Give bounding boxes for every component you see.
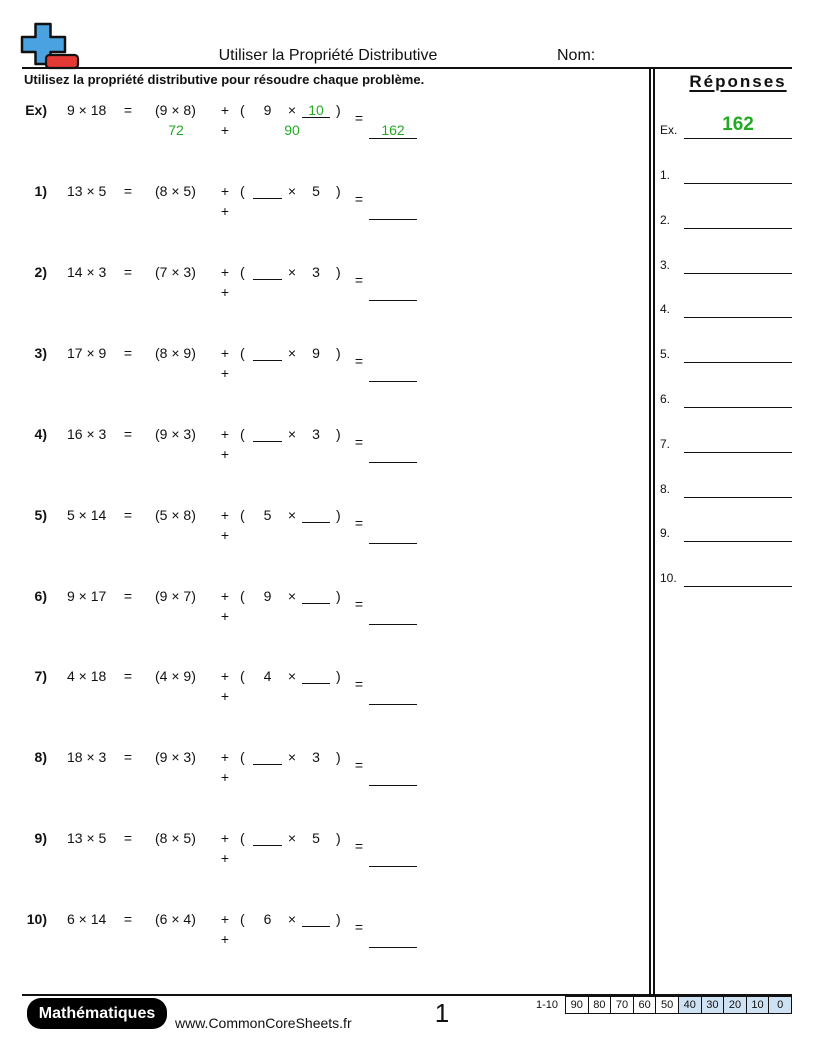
answer-line[interactable]	[684, 317, 792, 318]
open-parenthesis: (	[240, 426, 245, 442]
open-parenthesis: (	[240, 911, 245, 927]
score-box: 30	[702, 997, 725, 1013]
answers-column	[655, 69, 792, 994]
answer-row	[655, 436, 792, 456]
second-group-left-factor: 9	[263, 588, 272, 604]
answer-number: 10.	[660, 571, 677, 585]
score-strip	[565, 996, 792, 1014]
second-group-right-factor: 3	[312, 749, 320, 765]
times-sign: ×	[287, 426, 297, 442]
second-group-right-factor-blank[interactable]	[302, 588, 330, 604]
problem-label: 2)	[34, 264, 47, 280]
example-problem-row	[0, 102, 640, 146]
answer-line[interactable]	[684, 183, 792, 184]
times-sign: ×	[287, 264, 297, 280]
answer-row	[655, 257, 792, 277]
second-group-right-factor: 3	[312, 264, 320, 280]
open-parenthesis: (	[240, 668, 245, 684]
problem-expression: 14 × 3	[67, 264, 107, 280]
column-divider-left	[649, 69, 651, 994]
equals-sign: =	[123, 830, 133, 846]
second-group-right-factor: 5	[312, 183, 320, 199]
example-expression: 9 × 18	[67, 102, 107, 118]
score-box: 50	[656, 997, 679, 1013]
open-parenthesis: (	[240, 183, 245, 199]
result-equals-sign: =	[354, 191, 364, 207]
second-group-right-factor-blank[interactable]	[302, 668, 330, 684]
problems-column	[0, 69, 648, 994]
answer-row	[655, 212, 792, 232]
result-equals-sign: =	[354, 596, 364, 612]
plus-sign: +	[220, 830, 230, 846]
problem-expression: 18 × 3	[67, 749, 107, 765]
score-box: 0	[769, 997, 791, 1013]
first-group: (8 × 9)	[155, 345, 196, 361]
answer-line	[369, 138, 417, 139]
plus-sign: +	[220, 588, 230, 604]
answer-example-line	[684, 138, 792, 139]
problem-row	[0, 507, 640, 551]
problem-label: 1)	[34, 183, 47, 199]
times-sign: ×	[287, 345, 297, 361]
second-group-right-factor: 9	[312, 345, 320, 361]
equals-sign: =	[123, 426, 133, 442]
result-equals-sign: =	[354, 434, 364, 450]
problem-label: 6)	[34, 588, 47, 604]
problem-row	[0, 588, 640, 632]
problem-expression: 9 × 17	[67, 588, 107, 604]
problem-expression: 16 × 3	[67, 426, 107, 442]
answer-number: 5.	[660, 347, 671, 361]
equals-sign: =	[123, 749, 133, 765]
answer-number: 7.	[660, 437, 671, 451]
answer-line[interactable]	[684, 407, 792, 408]
score-box: 80	[589, 997, 612, 1013]
answer-line[interactable]	[684, 228, 792, 229]
answer-row	[655, 301, 792, 321]
answer-row	[655, 391, 792, 411]
score-box: 90	[566, 997, 589, 1013]
answer-example-row	[655, 114, 792, 142]
answer-row	[655, 481, 792, 501]
times-sign: ×	[287, 749, 297, 765]
products-plus-sign: +	[220, 769, 230, 785]
products-plus-sign: +	[220, 527, 230, 543]
answer-blank[interactable]	[369, 704, 417, 705]
first-group: (8 × 5)	[155, 183, 196, 199]
subject-badge: Mathématiques	[27, 998, 167, 1029]
answer-row	[655, 346, 792, 366]
first-product: 72	[168, 122, 184, 138]
problem-expression: 13 × 5	[67, 830, 107, 846]
answer-blank[interactable]	[369, 300, 417, 301]
worksheet-title: Utiliser la Propriété Distributive	[218, 47, 438, 64]
plus-sign: +	[220, 507, 230, 523]
second-group-right-factor-blank[interactable]	[302, 507, 330, 523]
open-parenthesis: (	[240, 345, 245, 361]
second-group-left-factor-blank[interactable]	[253, 264, 282, 280]
result-equals-sign: =	[354, 919, 364, 935]
first-group: (9 × 3)	[155, 749, 196, 765]
products-plus-sign: +	[220, 284, 230, 300]
answer-blank[interactable]	[369, 866, 417, 867]
second-group-left-factor: 4	[263, 668, 272, 684]
second-group-left-factor: 6	[263, 911, 272, 927]
problem-row	[0, 830, 640, 874]
close-parenthesis: )	[336, 749, 341, 765]
products-plus-sign: +	[220, 931, 230, 947]
first-group: (9 × 3)	[155, 426, 196, 442]
problem-row	[0, 911, 640, 955]
answer-blank[interactable]	[369, 624, 417, 625]
plus-sign: +	[220, 668, 230, 684]
header	[0, 0, 816, 69]
instructions: Utilisez la propriété distributive pour résoudre chaque problème.	[24, 72, 425, 87]
open-parenthesis: (	[240, 749, 245, 765]
second-group-right-factor-blank[interactable]	[302, 911, 330, 927]
answer-example-value: 162	[722, 114, 754, 135]
first-group: (4 × 9)	[155, 668, 196, 684]
close-parenthesis: )	[336, 183, 341, 199]
first-group: (5 × 8)	[155, 507, 196, 523]
times-sign: ×	[287, 588, 297, 604]
problem-row	[0, 668, 640, 712]
times-sign: ×	[287, 911, 297, 927]
answer-row	[655, 570, 792, 590]
open-parenthesis: (	[240, 507, 245, 523]
close-parenthesis: )	[336, 345, 341, 361]
first-group: (7 × 3)	[155, 264, 196, 280]
answer-line[interactable]	[684, 541, 792, 542]
problem-label: 4)	[34, 426, 47, 442]
plus-sign: +	[220, 264, 230, 280]
answer-number: 1.	[660, 168, 671, 182]
footer	[0, 994, 816, 1056]
result-equals-sign: =	[354, 110, 364, 126]
page-number: 1	[434, 998, 450, 1028]
score-box: 20	[724, 997, 747, 1013]
problem-expression: 13 × 5	[67, 183, 107, 199]
close-parenthesis: )	[336, 507, 341, 523]
answer-row	[655, 525, 792, 545]
equals-sign: =	[123, 183, 133, 199]
example-label: Ex)	[25, 102, 47, 118]
plus-minus-logo-icon	[20, 22, 82, 72]
equals-sign: =	[123, 911, 133, 927]
website-text: www.CommonCoreSheets.fr	[175, 1015, 352, 1031]
result-equals-sign: =	[354, 353, 364, 369]
problem-row	[0, 426, 640, 470]
answer-blank[interactable]	[369, 947, 417, 948]
problem-label: 3)	[34, 345, 47, 361]
result-equals-sign: =	[354, 272, 364, 288]
products-plus-sign: +	[220, 608, 230, 624]
answer-line[interactable]	[684, 497, 792, 498]
result-equals-sign: =	[354, 838, 364, 854]
first-group: (9 × 8)	[155, 102, 196, 118]
second-group-left-factor-blank[interactable]	[253, 183, 282, 199]
answer-line[interactable]	[684, 273, 792, 274]
first-group: (6 × 4)	[155, 911, 196, 927]
products-plus-sign: +	[220, 688, 230, 704]
answer-line[interactable]	[684, 362, 792, 363]
equals-sign: =	[123, 102, 133, 118]
plus-sign: +	[220, 183, 230, 199]
answer-blank[interactable]	[369, 543, 417, 544]
answer-line[interactable]	[684, 452, 792, 453]
products-plus-sign: +	[220, 122, 230, 138]
times-sign: ×	[287, 830, 297, 846]
close-parenthesis: )	[336, 830, 341, 846]
answer-blank[interactable]	[369, 219, 417, 220]
result-equals-sign: =	[354, 515, 364, 531]
plus-sign: +	[220, 749, 230, 765]
equals-sign: =	[123, 588, 133, 604]
equals-sign: =	[123, 507, 133, 523]
plus-sign: +	[220, 345, 230, 361]
second-group-right-factor: 5	[312, 830, 320, 846]
second-group-left-factor: 9	[263, 102, 272, 118]
problem-expression: 6 × 14	[67, 911, 107, 927]
name-label: Nom:	[557, 47, 596, 64]
problem-expression: 5 × 14	[67, 507, 107, 523]
problem-label: 7)	[34, 668, 47, 684]
score-box: 40	[679, 997, 702, 1013]
problem-label: 5)	[34, 507, 47, 523]
answer-number: 2.	[660, 213, 671, 227]
answer-blank[interactable]	[369, 381, 417, 382]
problem-expression: 4 × 18	[67, 668, 107, 684]
answer-number: 4.	[660, 302, 671, 316]
result-equals-sign: =	[354, 676, 364, 692]
second-group-right-factor: 3	[312, 426, 320, 442]
times-sign: ×	[287, 183, 297, 199]
answer-row	[655, 167, 792, 187]
products-plus-sign: +	[220, 365, 230, 381]
answer-number: 9.	[660, 526, 671, 540]
second-product: 90	[284, 122, 300, 138]
second-group-left-factor-blank[interactable]	[253, 749, 282, 765]
second-group-left-factor-blank[interactable]	[253, 830, 282, 846]
score-range-label: 1-10	[535, 999, 559, 1011]
answer-blank[interactable]	[369, 462, 417, 463]
score-box: 70	[611, 997, 634, 1013]
close-parenthesis: )	[336, 102, 341, 118]
second-group-right-factor-filled: 10	[302, 102, 330, 118]
times-sign: ×	[287, 102, 297, 118]
products-plus-sign: +	[220, 446, 230, 462]
equals-sign: =	[123, 345, 133, 361]
plus-sign: +	[220, 426, 230, 442]
problem-label: 10)	[26, 911, 47, 927]
score-box: 10	[747, 997, 770, 1013]
close-parenthesis: )	[336, 911, 341, 927]
open-parenthesis: (	[240, 588, 245, 604]
close-parenthesis: )	[336, 426, 341, 442]
score-box: 60	[634, 997, 657, 1013]
second-group-left-factor: 5	[263, 507, 272, 523]
open-parenthesis: (	[240, 264, 245, 280]
products-plus-sign: +	[220, 203, 230, 219]
example-answer: 162	[381, 122, 405, 138]
close-parenthesis: )	[336, 588, 341, 604]
first-group: (9 × 7)	[155, 588, 196, 604]
plus-sign: +	[220, 911, 230, 927]
equals-sign: =	[123, 668, 133, 684]
second-group-left-factor-blank[interactable]	[253, 426, 282, 442]
equals-sign: =	[123, 264, 133, 280]
problem-row	[0, 749, 640, 793]
first-group: (8 × 5)	[155, 830, 196, 846]
answers-heading: Réponses	[689, 72, 787, 91]
problem-label: 9)	[34, 830, 47, 846]
times-sign: ×	[287, 507, 297, 523]
open-parenthesis: (	[240, 102, 245, 118]
answer-number: 8.	[660, 482, 671, 496]
problem-row	[0, 183, 640, 227]
answer-line[interactable]	[684, 586, 792, 587]
answer-number: 3.	[660, 258, 671, 272]
products-plus-sign: +	[220, 850, 230, 866]
answer-number: 6.	[660, 392, 671, 406]
close-parenthesis: )	[336, 264, 341, 280]
result-equals-sign: =	[354, 757, 364, 773]
problem-expression: 17 × 9	[67, 345, 107, 361]
answer-blank[interactable]	[369, 785, 417, 786]
answer-example-label: Ex.	[660, 123, 678, 137]
problem-row	[0, 345, 640, 389]
open-parenthesis: (	[240, 830, 245, 846]
close-parenthesis: )	[336, 668, 341, 684]
problem-label: 8)	[34, 749, 47, 765]
problem-row	[0, 264, 640, 308]
second-group-left-factor-blank[interactable]	[253, 345, 282, 361]
plus-sign: +	[220, 102, 230, 118]
times-sign: ×	[287, 668, 297, 684]
